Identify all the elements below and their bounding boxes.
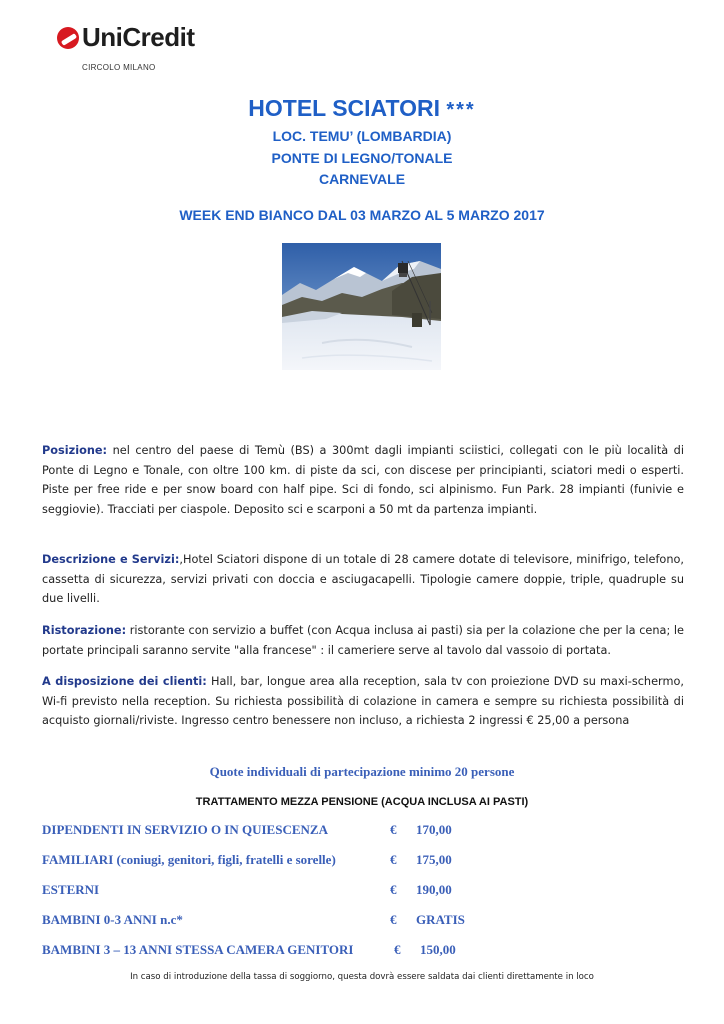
brand-subtitle: CIRCOLO MILANO [82, 63, 156, 72]
price-value: 170,00 [416, 822, 452, 837]
brand-name: UniCredit [82, 22, 195, 52]
event-line: CARNEVALE [318, 171, 406, 187]
price-currency: € [390, 852, 397, 867]
price-currency: € [390, 912, 397, 927]
ristorazione-text: ristorante con servizio a buffet (con Acqua inclusa ai pasti) sia per la colazione che per la cena; le portate principali saranno servite "alla francese" : il cameriere serve al tavolo dal vassoio di portata. [42, 624, 684, 657]
price-currency: € [390, 822, 397, 837]
unicredit-logo-icon [57, 27, 79, 49]
descrizione-label: Descrizione e Servizi: [42, 553, 180, 566]
hotel-title [0, 95, 724, 122]
price-label: BAMBINI 0-3 ANNI n.c* [42, 912, 183, 927]
ski-slope-photo [282, 243, 441, 370]
tax-footnote: In caso di introduzione della tassa di soggiorno, questa dovrà essere saldata dai clienti direttamente in loco [130, 972, 594, 982]
area-line: PONTE DI LEGNO/TONALE [271, 150, 453, 166]
price-row-familiari [42, 852, 682, 872]
section-descrizione [42, 550, 684, 609]
price-value: 190,00 [416, 882, 452, 897]
posizione-label: Posizione: [42, 444, 108, 457]
price-label: BAMBINI 3 – 13 ANNI STESSA CAMERA GENITORI [42, 942, 354, 957]
treatment-line: TRATTAMENTO MEZZA PENSIONE (ACQUA INCLUSA AI PASTI) [195, 796, 529, 808]
hotel-name: HOTEL SCIATORI [248, 95, 440, 121]
hotel-stars: *** [446, 99, 476, 121]
price-row-dipendenti [42, 822, 682, 842]
section-disposizione [42, 672, 684, 731]
price-row-bambini-0-3 [42, 912, 682, 932]
weekend-dates: WEEK END BIANCO DAL 03 MARZO AL 5 MARZO 2017 [179, 207, 545, 223]
section-ristorazione [42, 621, 684, 660]
price-currency: € [390, 882, 397, 897]
pricing-title: Quote individuali di partecipazione minimo 20 persone [209, 764, 515, 779]
price-label: FAMILIARI (coniugi, genitori, figli, fratelli e sorelle) [42, 852, 336, 867]
price-label: DIPENDENTI IN SERVIZIO O IN QUIESCENZA [42, 822, 328, 837]
ristorazione-label: Ristorazione: [42, 624, 127, 637]
disposizione-text: Hall, bar, longue area alla reception, sala tv con proiezione DVD su maxi-schermo, Wi-fi previsto nella reception. Su richiesta possibilità di colazione in camera e sempre su richiesta possibilità di acquisto giornali/riviste. Ingresso centro benessere non incluso, a richiesta 2 ingressi € 25,00 a persona [42, 675, 684, 727]
price-label: ESTERNI [42, 882, 100, 897]
descrizione-text: ,Hotel Sciatori dispone di un totale di 28 camere dotate di televisore, minifrigo, telefono, cassetta di sicurezza, servizi privati con doccia e asciugacapelli. Tipologie camere doppie, triple, quadruple su due livelli. [42, 553, 685, 605]
location-line: LOC. TEMU’ (LOMBARDIA) [272, 128, 452, 144]
section-posizione [42, 441, 684, 519]
price-row-esterni [42, 882, 682, 902]
posizione-text: nel centro del paese di Temù (BS) a 300mt dagli impianti sciistici, collegati con le più località di Ponte di Legno e Tonale, con oltre 100 km. di piste da sci, con discese per principianti, sciatori medi o esperti. Piste per free ride e per snow board con half pipe. Sci di fondo, sci alpinismo. Fun Park. 28 impianti (funivie e seggiovie). Tracciati per ciaspole. Deposito sci e scarponi a 50 mt da partenza impianti. [42, 444, 684, 516]
price-row-bambini-3-13 [42, 942, 682, 962]
disposizione-label: A disposizione dei clienti: [42, 675, 207, 688]
price-value: 175,00 [416, 852, 452, 867]
price-currency: € [394, 942, 401, 957]
price-value: 150,00 [420, 942, 456, 957]
price-value: GRATIS [416, 912, 465, 927]
